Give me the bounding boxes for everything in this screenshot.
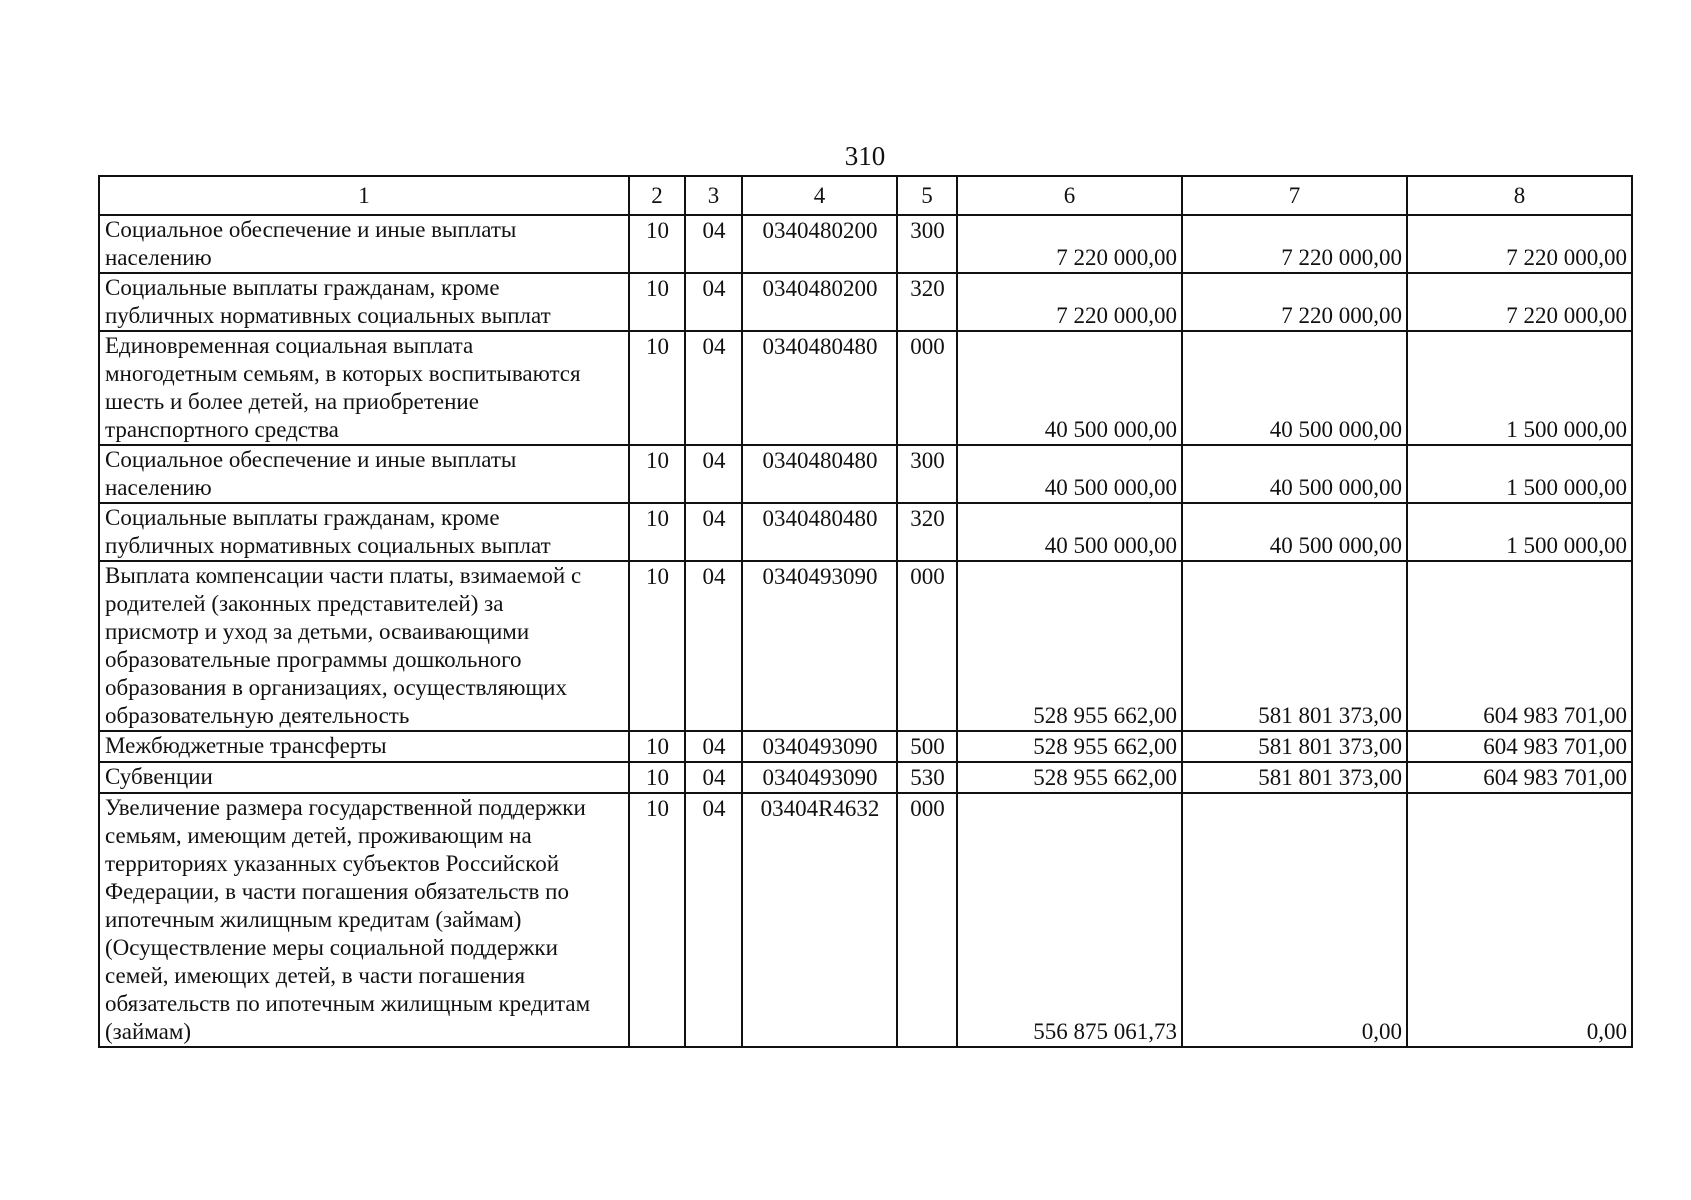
row-name bbox=[99, 331, 629, 445]
section-code: 10 bbox=[629, 503, 685, 561]
section-code: 10 bbox=[629, 273, 685, 331]
section-code: 10 bbox=[629, 731, 685, 762]
row-name-line: Социальное обеспечение и иные выплаты bbox=[105, 217, 517, 242]
row-name-line: Социальное обеспечение и иные выплаты bbox=[105, 447, 517, 472]
section-code: 10 bbox=[629, 762, 685, 793]
subsection-code: 04 bbox=[685, 503, 742, 561]
amount-col-8: 7 220 000,00 bbox=[1407, 215, 1632, 273]
amount-col-6: 7 220 000,00 bbox=[957, 215, 1182, 273]
table-row bbox=[99, 793, 1632, 1047]
expense-type-code: 320 bbox=[897, 503, 957, 561]
section-code: 10 bbox=[629, 793, 685, 1047]
row-name-line: Межбюджетные трансферты bbox=[105, 733, 387, 758]
amount-col-7: 7 220 000,00 bbox=[1182, 273, 1407, 331]
subsection-code: 04 bbox=[685, 445, 742, 503]
amount-col-8: 604 983 701,00 bbox=[1407, 561, 1632, 731]
row-name-line: образования в организациях, осуществляющих bbox=[105, 675, 567, 700]
row-name bbox=[99, 762, 629, 793]
target-article-code: 0340493090 bbox=[742, 561, 897, 731]
section-code: 10 bbox=[629, 331, 685, 445]
row-name-line: Федерации, в части погашения обязательств по bbox=[105, 879, 569, 904]
expense-type-code: 300 bbox=[897, 215, 957, 273]
row-name-line: публичных нормативных социальных выплат bbox=[105, 533, 551, 558]
table-row bbox=[99, 731, 1632, 762]
amount-col-6: 528 955 662,00 bbox=[957, 561, 1182, 731]
amount-col-8: 604 983 701,00 bbox=[1407, 762, 1632, 793]
row-name-line: Субвенции bbox=[105, 764, 213, 789]
amount-col-7: 0,00 bbox=[1182, 793, 1407, 1047]
amount-col-6: 40 500 000,00 bbox=[957, 331, 1182, 445]
row-name-line: ипотечным жилищным кредитам (займам) bbox=[105, 907, 522, 932]
amount-col-7: 581 801 373,00 bbox=[1182, 762, 1407, 793]
subsection-code: 04 bbox=[685, 273, 742, 331]
table-row bbox=[99, 215, 1632, 273]
amount-col-7: 581 801 373,00 bbox=[1182, 561, 1407, 731]
target-article-code: 0340480480 bbox=[742, 331, 897, 445]
amount-col-8: 1 500 000,00 bbox=[1407, 331, 1632, 445]
expense-type-code: 000 bbox=[897, 331, 957, 445]
row-name-line: Единовременная социальная выплата bbox=[105, 333, 474, 358]
column-header: 8 bbox=[1407, 176, 1632, 215]
row-name-line: обязательств по ипотечным жилищным кредитам bbox=[105, 991, 591, 1016]
column-header: 6 bbox=[957, 176, 1182, 215]
row-name-line: Выплата компенсации части платы, взимаемой с bbox=[105, 563, 582, 588]
expense-type-code: 320 bbox=[897, 273, 957, 331]
target-article-code: 03404R4632 bbox=[742, 793, 897, 1047]
row-name bbox=[99, 561, 629, 731]
expense-type-code: 300 bbox=[897, 445, 957, 503]
column-header: 4 bbox=[742, 176, 897, 215]
row-name bbox=[99, 273, 629, 331]
target-article-code: 0340480200 bbox=[742, 215, 897, 273]
row-name-line: населению bbox=[105, 475, 212, 500]
amount-col-6: 40 500 000,00 bbox=[957, 503, 1182, 561]
page-number: 310 bbox=[844, 141, 886, 171]
amount-col-7: 581 801 373,00 bbox=[1182, 731, 1407, 762]
subsection-code: 04 bbox=[685, 762, 742, 793]
column-header: 3 bbox=[685, 176, 742, 215]
target-article-code: 0340493090 bbox=[742, 731, 897, 762]
column-header: 1 bbox=[99, 176, 629, 215]
amount-col-8: 1 500 000,00 bbox=[1407, 445, 1632, 503]
budget-table bbox=[98, 175, 1633, 1048]
subsection-code: 04 bbox=[685, 731, 742, 762]
amount-col-8: 0,00 bbox=[1407, 793, 1632, 1047]
section-code: 10 bbox=[629, 215, 685, 273]
row-name bbox=[99, 503, 629, 561]
section-code: 10 bbox=[629, 561, 685, 731]
subsection-code: 04 bbox=[685, 561, 742, 731]
target-article-code: 0340493090 bbox=[742, 762, 897, 793]
row-name-line: Увеличение размера государственной поддержки bbox=[105, 795, 586, 820]
amount-col-7: 40 500 000,00 bbox=[1182, 331, 1407, 445]
expense-type-code: 000 bbox=[897, 561, 957, 731]
row-name bbox=[99, 793, 629, 1047]
target-article-code: 0340480480 bbox=[742, 503, 897, 561]
column-header: 5 bbox=[897, 176, 957, 215]
amount-col-6: 528 955 662,00 bbox=[957, 731, 1182, 762]
row-name-line: образовательную деятельность bbox=[105, 703, 410, 728]
row-name-line: образовательные программы дошкольного bbox=[105, 647, 522, 672]
header-row bbox=[99, 176, 1632, 215]
amount-col-8: 1 500 000,00 bbox=[1407, 503, 1632, 561]
table-row bbox=[99, 561, 1632, 731]
row-name bbox=[99, 731, 629, 762]
row-name-line: семьям, имеющим детей, проживающим на bbox=[105, 823, 532, 848]
table-body bbox=[99, 176, 1632, 1047]
row-name-line: (Осуществление меры социальной поддержки bbox=[105, 935, 558, 960]
section-code: 10 bbox=[629, 445, 685, 503]
row-name bbox=[99, 215, 629, 273]
table-row bbox=[99, 445, 1632, 503]
row-name-line: территориях указанных субъектов Российской bbox=[105, 851, 560, 876]
row-name-line: транспортного средства bbox=[105, 417, 339, 442]
target-article-code: 0340480200 bbox=[742, 273, 897, 331]
row-name-line: родителей (законных представителей) за bbox=[105, 591, 504, 616]
expense-type-code: 530 bbox=[897, 762, 957, 793]
column-header: 7 bbox=[1182, 176, 1407, 215]
amount-col-8: 7 220 000,00 bbox=[1407, 273, 1632, 331]
column-header: 2 bbox=[629, 176, 685, 215]
row-name-line: семей, имеющих детей, в части погашения bbox=[105, 963, 526, 988]
row-name-line: публичных нормативных социальных выплат bbox=[105, 303, 551, 328]
amount-col-6: 556 875 061,73 bbox=[957, 793, 1182, 1047]
table-row bbox=[99, 503, 1632, 561]
row-name-line: многодетным семьям, в которых воспитываются bbox=[105, 361, 581, 386]
amount-col-6: 7 220 000,00 bbox=[957, 273, 1182, 331]
subsection-code: 04 bbox=[685, 331, 742, 445]
row-name-line: присмотр и уход за детьми, осваивающими bbox=[105, 619, 530, 644]
row-name-line: Социальные выплаты гражданам, кроме bbox=[105, 505, 500, 530]
target-article-code: 0340480480 bbox=[742, 445, 897, 503]
row-name-line: Социальные выплаты гражданам, кроме bbox=[105, 275, 500, 300]
row-name bbox=[99, 445, 629, 503]
amount-col-7: 40 500 000,00 bbox=[1182, 445, 1407, 503]
amount-col-6: 528 955 662,00 bbox=[957, 762, 1182, 793]
row-name-line: населению bbox=[105, 245, 212, 270]
table-row bbox=[99, 273, 1632, 331]
row-name-line: (займам) bbox=[105, 1019, 192, 1044]
amount-col-7: 40 500 000,00 bbox=[1182, 503, 1407, 561]
table-row bbox=[99, 762, 1632, 793]
amount-col-8: 604 983 701,00 bbox=[1407, 731, 1632, 762]
expense-type-code: 500 bbox=[897, 731, 957, 762]
subsection-code: 04 bbox=[685, 793, 742, 1047]
table-row bbox=[99, 331, 1632, 445]
expense-type-code: 000 bbox=[897, 793, 957, 1047]
amount-col-7: 7 220 000,00 bbox=[1182, 215, 1407, 273]
amount-col-6: 40 500 000,00 bbox=[957, 445, 1182, 503]
row-name-line: шесть и более детей, на приобретение bbox=[105, 389, 479, 414]
subsection-code: 04 bbox=[685, 215, 742, 273]
